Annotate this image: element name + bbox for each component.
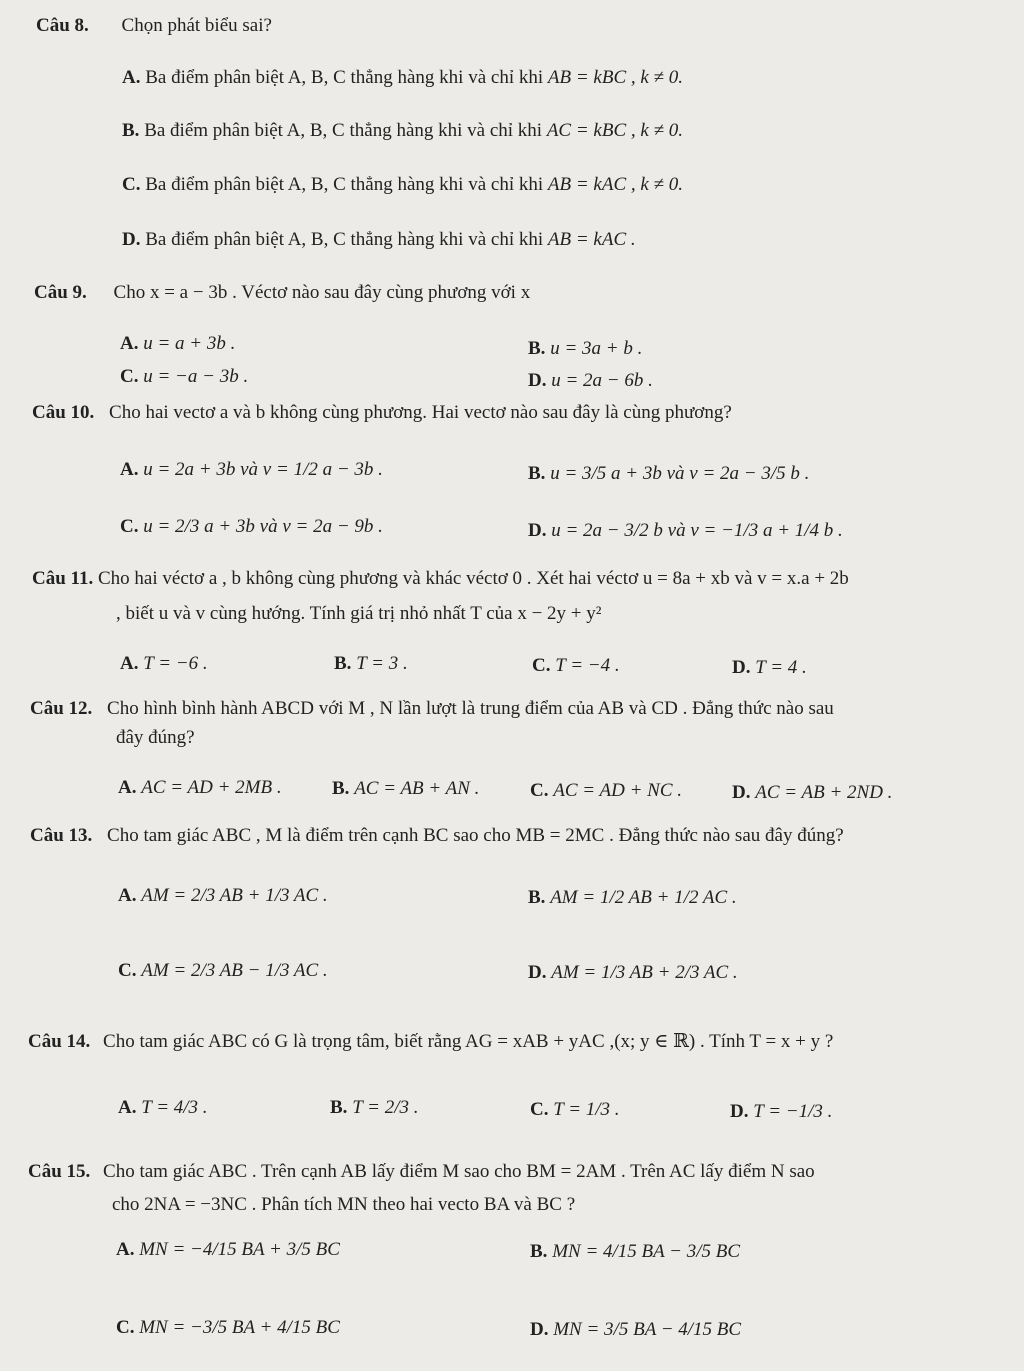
q9-option-c [120, 365, 248, 389]
q11-option-c [532, 654, 620, 678]
question-text: , biết u và v cùng hướng. Tính giá trị nhỏ nhất T của x − 2y + y² [116, 603, 602, 624]
option-label: A. [118, 777, 137, 798]
option-math: T = 4 . [755, 657, 807, 678]
q15-option-d [530, 1318, 741, 1342]
option-text: Ba điểm phân biệt A, B, C thẳng hàng khi và chỉ khi [145, 174, 544, 195]
option-label: D. [530, 1319, 549, 1340]
option-math: MN = 3/5 BA − 4/15 BC [553, 1319, 742, 1340]
option-math: T = 3 . [356, 653, 408, 674]
q9-option-b [528, 337, 642, 361]
option-math: u = 2a − 6b . [551, 370, 653, 391]
option-label: D. [732, 782, 751, 803]
q8-option-c [122, 173, 683, 197]
option-label: D. [528, 520, 547, 541]
option-label: C. [530, 1099, 549, 1120]
q13-option-d [528, 961, 738, 985]
question-label: Câu 10. [32, 402, 95, 423]
option-label: B. [528, 887, 546, 908]
option-label: B. [530, 1241, 548, 1262]
q10-option-b [528, 462, 809, 486]
q13-option-a [118, 884, 328, 908]
option-label: A. [118, 1097, 137, 1118]
q11-option-b [334, 652, 408, 676]
q8-option-d [122, 228, 636, 252]
q13-option-b [528, 886, 737, 910]
question-label: Câu 9. [34, 282, 87, 303]
q15-option-c [116, 1316, 340, 1340]
question-text: Cho hình bình hành ABCD với M , N lần lượt là trung điểm của AB và CD . Đẳng thức nào sau [107, 698, 834, 719]
q15-option-b [530, 1240, 740, 1264]
question-text: đây đúng? [116, 727, 195, 748]
option-label: A. [120, 459, 139, 480]
option-math: AM = 1/3 AB + 2/3 AC . [551, 962, 738, 983]
option-label: C. [530, 780, 549, 801]
option-label: B. [528, 338, 546, 359]
q9-option-a [120, 332, 235, 356]
q10-option-d [528, 519, 843, 543]
question-label: Câu 15. [28, 1161, 91, 1182]
question-11 [32, 567, 849, 591]
question-label: Câu 14. [28, 1031, 91, 1052]
option-text: Ba điểm phân biệt A, B, C thẳng hàng khi và chỉ khi [145, 229, 544, 250]
question-15 [28, 1160, 815, 1184]
q13-option-c [118, 959, 328, 983]
question-13 [30, 824, 844, 848]
q12-option-b [332, 777, 479, 801]
option-math: u = 3/5 a + 3b và v = 2a − 3/5 b . [550, 463, 810, 484]
question-text: Chọn phát biểu sai? [121, 15, 272, 36]
option-math: T = 1/3 . [553, 1099, 620, 1120]
option-math: T = 4/3 . [141, 1097, 208, 1118]
option-label: A. [120, 653, 139, 674]
q12-option-a [118, 776, 282, 800]
option-math: u = 2a − 3/2 b và v = −1/3 a + 1/4 b . [551, 520, 843, 541]
q14-option-c [530, 1098, 620, 1122]
option-math: T = −1/3 . [753, 1101, 833, 1122]
q14-option-a [118, 1096, 208, 1120]
question-label: Câu 13. [30, 825, 93, 846]
q10-option-c [120, 515, 383, 539]
question-12-line-2 [116, 726, 195, 750]
question-11-line-2 [116, 602, 601, 626]
option-label: B. [334, 653, 352, 674]
option-label: D. [730, 1101, 749, 1122]
option-label: B. [332, 778, 350, 799]
q8-option-a [122, 66, 683, 90]
option-math: T = 2/3 . [352, 1097, 419, 1118]
question-9 [34, 281, 530, 305]
option-math: T = −6 . [143, 653, 208, 674]
question-text: Cho hai vectơ a và b không cùng phương. Hai vectơ nào sau đây là cùng phương? [109, 402, 732, 423]
option-label: A. [116, 1239, 135, 1260]
option-math: AC = AD + 2MB . [141, 777, 282, 798]
q11-option-a [120, 652, 208, 676]
option-math: MN = −3/5 BA + 4/15 BC [139, 1317, 340, 1338]
option-text: Ba điểm phân biệt A, B, C thẳng hàng khi và chỉ khi [144, 120, 543, 141]
option-label: D. [122, 229, 141, 250]
option-math: AC = AB + 2ND . [755, 782, 893, 803]
question-text: Cho x = a − 3b . Véctơ nào sau đây cùng phương với x [113, 282, 531, 303]
option-text: Ba điểm phân biệt A, B, C thẳng hàng khi và chỉ khi [145, 67, 544, 88]
question-label: Câu 11. [32, 568, 94, 589]
option-math: AB = kAC , k ≠ 0. [547, 174, 683, 195]
option-label: C. [532, 655, 551, 676]
option-math: u = 2a + 3b và v = 1/2 a − 3b . [143, 459, 383, 480]
question-8 [36, 14, 272, 38]
question-text: Cho tam giác ABC có G là trọng tâm, biết rằng AG = xAB + yAC ,(x; y ∈ ℝ) . Tính T = x + y ? [103, 1031, 834, 1052]
option-label: D. [732, 657, 751, 678]
option-math: AB = kAC . [547, 229, 636, 250]
option-label: C. [118, 960, 137, 981]
option-math: AC = AD + NC . [553, 780, 682, 801]
question-text: Cho hai véctơ a , b không cùng phương và khác véctơ 0 . Xét hai véctơ u = 8a + xb và v = x.a + 2b [98, 568, 849, 589]
q14-option-d [730, 1100, 832, 1124]
question-12 [30, 697, 834, 721]
option-label: C. [122, 174, 141, 195]
question-text: Cho tam giác ABC , M là điểm trên cạnh BC sao cho MB = 2MC . Đẳng thức nào sau đây đúng? [107, 825, 844, 846]
option-math: u = 3a + b . [550, 338, 643, 359]
q12-option-c [530, 779, 682, 803]
q11-option-d [732, 656, 807, 680]
q8-option-b [122, 119, 683, 143]
option-math: T = −4 . [555, 655, 620, 676]
question-label: Câu 8. [36, 15, 89, 36]
option-math: AC = kBC , k ≠ 0. [546, 120, 684, 141]
option-label: A. [122, 67, 141, 88]
option-math: u = a + 3b . [143, 333, 236, 354]
q12-option-d [732, 781, 892, 805]
option-math: AC = AB + AN . [354, 778, 480, 799]
option-label: B. [122, 120, 140, 141]
question-text: Cho tam giác ABC . Trên cạnh AB lấy điểm M sao cho BM = 2AM . Trên AC lấy điểm N sao [103, 1161, 815, 1182]
q15-option-a [116, 1238, 340, 1262]
option-label: C. [120, 366, 139, 387]
option-label: D. [528, 962, 547, 983]
option-label: C. [120, 516, 139, 537]
option-label: A. [118, 885, 137, 906]
option-math: MN = −4/15 BA + 3/5 BC [139, 1239, 340, 1260]
question-text: cho 2NA = −3NC . Phân tích MN theo hai vecto BA và BC ? [112, 1194, 576, 1215]
option-label: B. [528, 463, 546, 484]
option-label: B. [330, 1097, 348, 1118]
question-10 [32, 401, 732, 425]
option-math: AB = kBC , k ≠ 0. [547, 67, 683, 88]
q9-option-d [528, 369, 653, 393]
question-15-line-2 [112, 1193, 575, 1217]
option-math: AM = 2/3 AB + 1/3 AC . [141, 885, 328, 906]
q14-option-b [330, 1096, 419, 1120]
option-math: AM = 1/2 AB + 1/2 AC . [550, 887, 737, 908]
option-math: AM = 2/3 AB − 1/3 AC . [141, 960, 328, 981]
question-14 [28, 1030, 833, 1054]
q10-option-a [120, 458, 383, 482]
option-label: C. [116, 1317, 135, 1338]
option-math: MN = 4/15 BA − 3/5 BC [552, 1241, 741, 1262]
option-label: A. [120, 333, 139, 354]
question-label: Câu 12. [30, 698, 93, 719]
option-math: u = −a − 3b . [143, 366, 249, 387]
option-math: u = 2/3 a + 3b và v = 2a − 9b . [143, 516, 383, 537]
option-label: D. [528, 370, 547, 391]
